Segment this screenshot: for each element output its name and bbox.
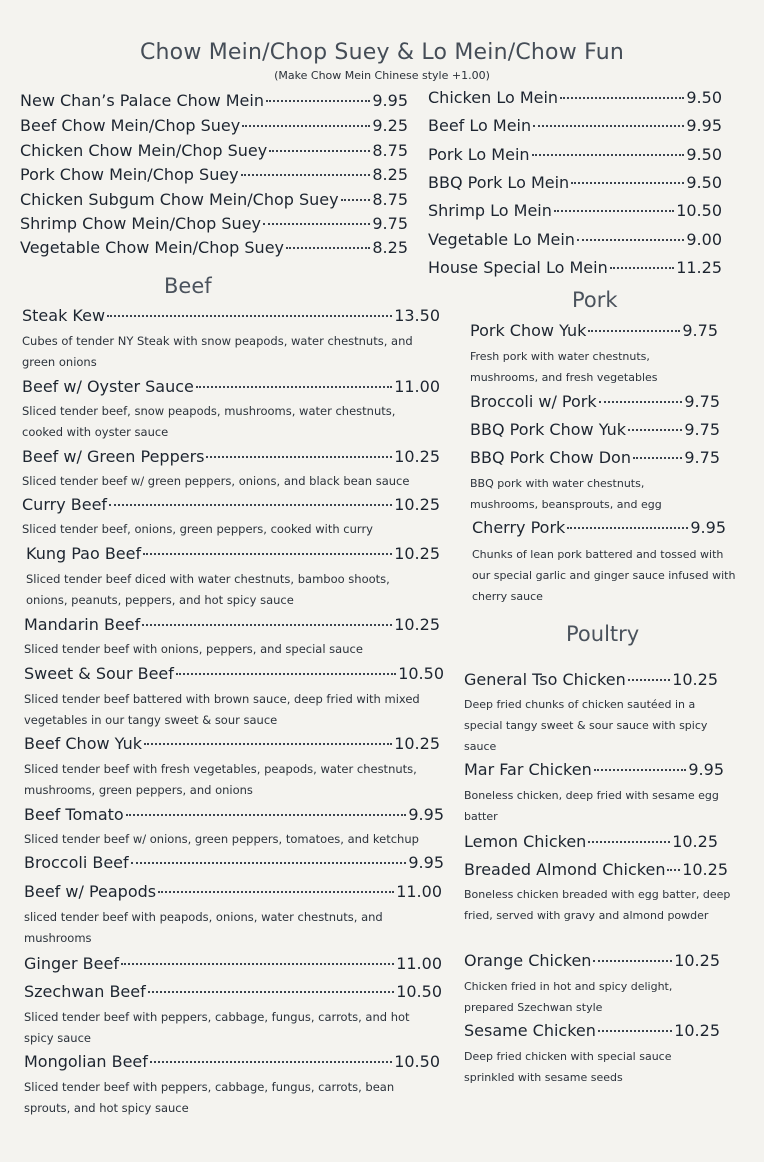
item-description: Chicken fried in hot and spicy delight, prepared Szechwan style [464, 980, 673, 1014]
item-description: Fresh pork with water chestnuts, mushrooms, and fresh vegetables [470, 350, 658, 384]
item-description: Sliced tender beef w/ onions, green peppers, tomatoes, and ketchup [24, 832, 419, 846]
menu-item: Orange Chicken 10.25 [464, 951, 720, 970]
menu-item: Chicken Chow Mein/Chop Suey 8.75 [20, 141, 408, 160]
item-description: Chunks of lean pork battered and tossed with our special garlic and ginger sauce infused with cherry sauce [472, 548, 736, 603]
menu-title: Chow Mein/Chop Suey & Lo Mein/Chow Fun [139, 40, 625, 65]
item-description: Sliced tender beef with fresh vegetables, peapods, water chestnuts, mushrooms, green peppers, and onions [24, 762, 417, 797]
menu-item: Beef w/ Peapods 11.00 [24, 882, 442, 901]
item-description: Cubes of tender NY Steak with snow peapods, water chestnuts, and green onions [22, 334, 413, 369]
item-description: Deep fried chicken with special sauce sprinkled with sesame seeds [464, 1050, 672, 1084]
menu-item: Beef w/ Green Peppers 10.25 [22, 447, 440, 466]
menu-item: BBQ Pork Chow Yuk 9.75 [470, 420, 720, 439]
section-heading-poultry: Poultry [566, 622, 640, 646]
menu-item: BBQ Pork Chow Don 9.75 [470, 448, 720, 467]
menu-item: Vegetable Chow Mein/Chop Suey 8.25 [20, 238, 408, 257]
menu-item: BBQ Pork Lo Mein 9.50 [428, 173, 722, 192]
menu-item: Mar Far Chicken 9.95 [464, 760, 724, 779]
section-heading-beef: Beef [164, 274, 212, 298]
item-description: BBQ pork with water chestnuts, mushrooms, beansprouts, and egg [470, 477, 662, 511]
item-description: sliced tender beef with peapods, onions, water chestnuts, and mushrooms [24, 910, 383, 945]
menu-item: Sesame Chicken 10.25 [464, 1021, 720, 1040]
menu-item: General Tso Chicken 10.25 [464, 670, 718, 689]
item-description: Sliced tender beef with peppers, cabbage, fungus, carrots, and hot spicy sauce [24, 1010, 410, 1045]
menu-item: Chicken Lo Mein 9.50 [428, 88, 722, 107]
menu-item: Sweet & Sour Beef 10.50 [24, 664, 444, 683]
menu-item: New Chan’s Palace Chow Mein 9.95 [20, 91, 408, 110]
menu-item: Beef Tomato 9.95 [24, 805, 444, 824]
menu-item: Mongolian Beef 10.50 [24, 1052, 440, 1071]
menu-item: Shrimp Chow Mein/Chop Suey 9.75 [20, 214, 408, 233]
item-description: Sliced tender beef with peppers, cabbage, fungus, carrots, bean sprouts, and hot spicy sauce [24, 1080, 395, 1115]
menu-item: Beef w/ Oyster Sauce 11.00 [22, 377, 440, 396]
section-heading-pork: Pork [572, 288, 618, 312]
menu-item: Beef Chow Yuk 10.25 [24, 734, 440, 753]
item-description: Deep fried chunks of chicken sautéed in a special tangy sweet & sour sauce with spicy sauce [464, 698, 708, 753]
menu-item: Curry Beef 10.25 [22, 495, 440, 514]
menu-item: Broccoli w/ Pork 9.75 [470, 392, 720, 411]
menu-item: Shrimp Lo Mein 10.50 [428, 201, 722, 220]
menu-item: House Special Lo Mein 11.25 [428, 258, 722, 277]
menu-item: Kung Pao Beef 10.25 [26, 544, 440, 563]
item-description: Sliced tender beef, snow peapods, mushrooms, water chestnuts, cooked with oyster sauce [22, 404, 396, 439]
item-description: Boneless chicken, deep fried with sesame egg batter [464, 789, 719, 823]
menu-item: Szechwan Beef 10.50 [24, 982, 442, 1001]
menu-item: Vegetable Lo Mein 9.00 [428, 230, 722, 249]
menu-item: Pork Lo Mein 9.50 [428, 145, 722, 164]
menu-item: Breaded Almond Chicken 10.25 [464, 860, 728, 879]
item-description: Sliced tender beef diced with water chestnuts, bamboo shoots, onions, peanuts, peppers, and hot spicy sauce [26, 572, 390, 607]
menu-item: Mandarin Beef 10.25 [24, 615, 440, 634]
item-description: Sliced tender beef w/ green peppers, onions, and black bean sauce [22, 474, 410, 488]
menu-item: Chicken Subgum Chow Mein/Chop Suey 8.75 [20, 190, 408, 209]
menu-item: Lemon Chicken 10.25 [464, 832, 718, 851]
menu-item: Ginger Beef 11.00 [24, 954, 442, 973]
menu-item: Pork Chow Yuk 9.75 [470, 321, 718, 340]
menu-item: Pork Chow Mein/Chop Suey 8.25 [20, 165, 408, 184]
item-description: Sliced tender beef with onions, peppers, and special sauce [24, 642, 363, 656]
menu-item: Steak Kew 13.50 [22, 306, 440, 325]
menu-item: Beef Lo Mein 9.95 [428, 116, 722, 135]
menu-item: Broccoli Beef 9.95 [24, 853, 444, 872]
menu-item: Beef Chow Mein/Chop Suey 9.25 [20, 116, 408, 135]
item-description: Boneless chicken breaded with egg batter, deep fried, served with gravy and almond powder [464, 888, 731, 922]
menu-item: Cherry Pork 9.95 [472, 518, 726, 537]
menu-subtitle: (Make Chow Mein Chinese style +1.00) [274, 69, 490, 82]
item-description: Sliced tender beef battered with brown sauce, deep fried with mixed vegetables in our tangy sweet & sour sauce [24, 692, 420, 727]
item-description: Sliced tender beef, onions, green peppers, cooked with curry [22, 522, 373, 536]
